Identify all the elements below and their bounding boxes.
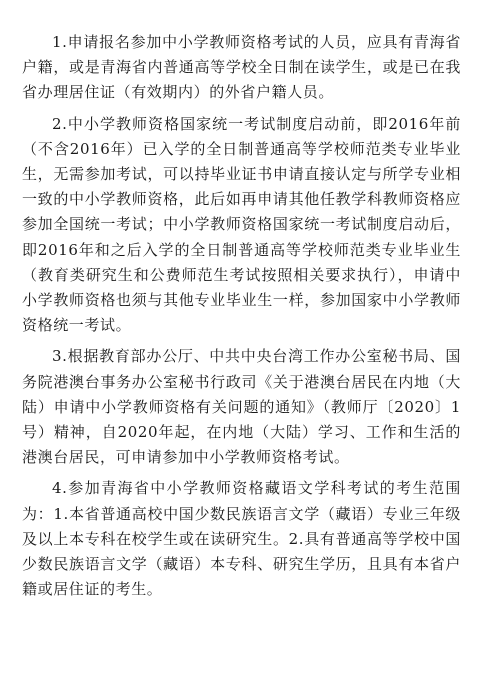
paragraph-1: 1.申请报名参加中小学教师资格考试的人员，应具有青海省户籍，或是青海省内普通高等学校全日制在读学生，或是已在我省办理居住证（有效期内）的外省户籍人员。 <box>22 33 461 102</box>
paragraph-2: 2.中小学教师资格国家统一考试制度启动前，即2016年前（不含2016年）已入学的全日制普通高等学校师范类专业毕业生，无需参加考试，可以持毕业证书申请直接认定与所学专业相一致的中小学教师资格，此后如再申请其他任教学科教师资格应参加全国统一考试；中小学教师资格国家统一考试制度启动后，即2016年和之后入学的全日制普通高等学校师范类专业毕业生（教育类研究生和公费师范生考试按照相关要求执行），申请中小学教师资格也须与其他专业毕业生一样，参加国家中小学教师资格统一考试。 <box>22 114 461 335</box>
paragraph-4: 4.参加青海省中小学教师资格藏语文学科考试的考生范围为：1.本省普通高校中国少数民族语言文学（藏语）专业三年级及以上本专科在校学生或在读研究生。2.具有普通高等学校中国少数民族语言文学（藏语）本专科、研究生学历，且具有本省户籍或居住证的考生。 <box>22 479 461 599</box>
paragraph-3: 3.根据教育部办公厅、中共中央台湾工作办公室秘书局、国务院港澳台事务办公室秘书行政司《关于港澳台居民在内地（大陆）申请中小学教师资格有关问题的通知》（教师厅〔2020〕1号）精神，自2020年起，在内地（大陆）学习、工作和生活的港澳台居民，可申请参加中小学教师资格考试。 <box>22 347 461 467</box>
